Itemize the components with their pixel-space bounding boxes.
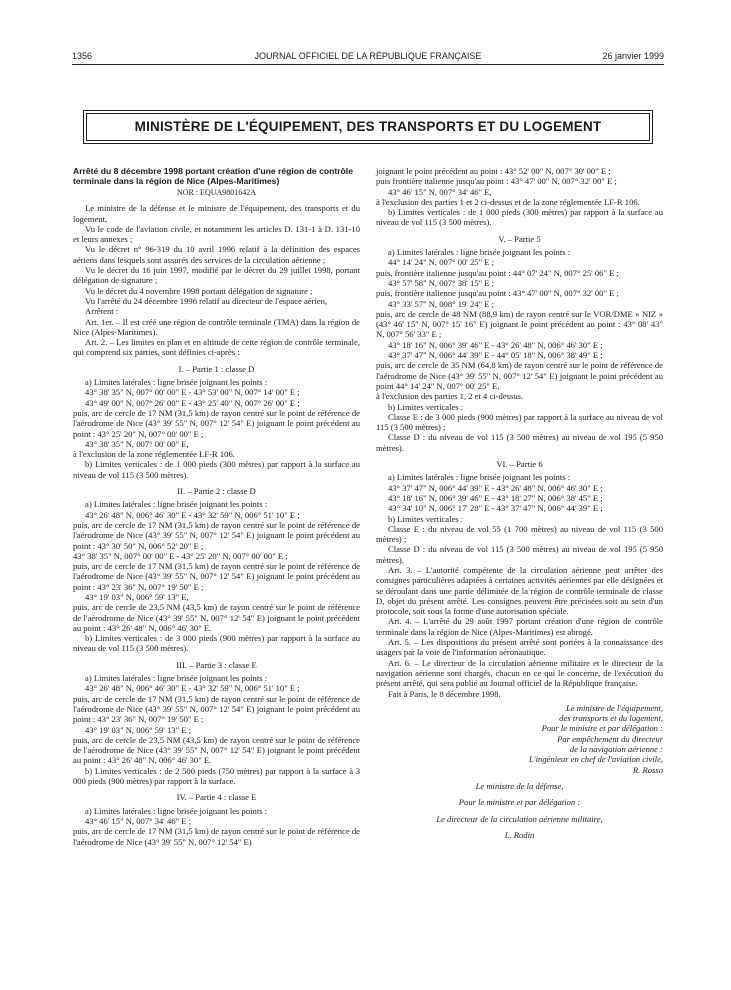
paragraph: Le ministre de la défense et le ministre de l'équipement, des transports et du logement, (73, 203, 360, 224)
header-rule (72, 64, 664, 65)
paragraph: 43° 34' 10" N, 006° 17' 28" E - 43° 37' 47" N, 006° 44' 39" E ; (388, 503, 603, 514)
paragraph: Art. 5. – Les dispositions du présent arrêté sont portées à la connaissance des usagers par la voie de l'information aéronautique. (376, 637, 663, 658)
paragraph: b) Limites verticales : de 3 000 pieds (900 mètres) par rapport à la surface au niveau de vol 115 (3 500 mètres). (73, 633, 360, 654)
paragraph: I. – Partie 1 : classe D (178, 363, 255, 374)
paragraph: Art. 3. – L'autorité compétente de la circulation aérienne peut arrêter des consignes particulières adaptées à certaines activités aériennes par elle désignées et se déroulant dans une partie délimitée de la région de contrôle terminale de classe D, objet du présent arrêté. Les consignes peuvent être précisées soit au sein d'un protocole, soit sous la forme d'une autorisation spéciale. (376, 564, 663, 617)
signature-line: Le ministre de la défense, (475, 780, 564, 791)
paragraph: Fait à Paris, le 8 décembre 1998. (388, 688, 501, 699)
paragraph: puis, frontière italienne jusqu'au point : 43° 47' 00" N, 007° 32' 00" E ; (376, 288, 619, 299)
paragraph: a) Limites latérales : ligne brisée joignant les points : (388, 472, 571, 483)
paragraph: joignant le point précédent au point : 43° 52' 00" N, 007° 30' 00" E ; (376, 166, 611, 176)
paragraph: 43° 49' 00" N, 007° 26' 00" E - 43° 25' 40" N, 007° 26' 00" E ; (85, 397, 300, 408)
paragraph: Vu le code de l'aviation civile, et notamment les articles D. 131-1 à D. 131-10 et leurs annexes ; (73, 223, 360, 245)
paragraph: a) Limites latérales : ligne brisée joignant les points : (388, 247, 571, 258)
signature-line: L'ingénieur en chef de l'aviation civile, (529, 754, 663, 765)
paragraph: puis, arc de cercle de 17 NM (31,5 km) de rayon centré sur le point de référence de l'aérodrome de Nice (43° 39' 55" N, 007° 12' 54" E) joignant le point précédent au point : 43° 23' 36" N, 007° 19' 50" E ; (73, 561, 360, 592)
paragraph: puis, frontière italienne jusqu'au point : 44° 07' 24" N, 007° 25' 06" E ; (376, 267, 619, 278)
paragraph: puis frontière italienne jusqu'au point : 43° 47' 00" N, 007° 32' 00" E ; (376, 176, 617, 187)
journal-title: JOURNAL OFFICIEL DE LA RÉPUBLIQUE FRANÇAISE (254, 51, 482, 61)
paragraph: 43° 33' 57" N, 008° 19' 24" E ; (388, 298, 495, 309)
paragraph: a) Limites latérales : ligne brisée joignant les points : (85, 377, 268, 388)
paragraph: Vu le décret n° 96-319 du 10 avril 1996 relatif à la définition des espaces aériens dans lesquels sont assurés des services de la circulation aérienne ; (73, 244, 360, 265)
paragraph: Classe D : du niveau de vol 115 (3 500 mètres) au niveau de vol 195 (5 950 mètres). (376, 432, 663, 453)
signature-line: des transports et du logement, (559, 713, 663, 724)
paragraph: Vu le décret du 4 novembre 1998 portant délégation de signature ; (85, 285, 313, 296)
paragraph: 43° 19' 03" N, 006° 59' 13" E, (85, 591, 189, 602)
paragraph: à l'exclusion des parties 1, 2 et 4 ci-dessus. (376, 391, 524, 402)
signature-line: Le ministre de l'équipement, (566, 702, 663, 713)
right-column (376, 166, 663, 843)
publication-date: 26 janvier 1999 (602, 51, 664, 61)
paragraph: 43° 38' 35" N, 007° 00' 00" E - 43° 53' 00" N, 007° 14' 00" E ; (85, 387, 300, 398)
paragraph: Art. 6. – Le directeur de la circulation aérienne militaire et le directeur de la navigation aérienne sont chargés, chacun en ce qui le concerne, de l'exécution du présent arrêté, qui sera publié au Journal officiel de la République française. (376, 657, 663, 689)
paragraph: NOR : EQUA9801642A (176, 188, 257, 197)
signature-block (376, 703, 663, 840)
paragraph: Classe E : du niveau de vol 55 (1 700 mètres) au niveau de vol 115 (3 500 mètres) ; (376, 523, 663, 545)
paragraph: Vu l'arrêté du 24 décembre 1996 relatif au directeur de l'espace aérien, (85, 295, 328, 306)
paragraph: 43° 18' 16" N, 006° 39' 46" E - 43° 26' 48" N, 006° 46' 30" E ; (388, 339, 603, 350)
paragraph: III. – Partie 3 : classe E (176, 659, 257, 670)
paragraph: Art. 2. – Les limites en plan et en altitude de cette région de contrôle terminale, qui comprend six parties, sont définies ci-après : (73, 337, 360, 358)
paragraph: 43° 37' 47" N, 006° 44' 39" E - 43° 26' 48" N, 006° 46' 30" E ; (388, 482, 603, 493)
page-header (72, 51, 664, 65)
paragraph: à l'exclusion des parties 1 et 2 ci-dessus et de la zone réglementée LF-R 106. (376, 196, 640, 207)
paragraph: a) Limites latérales : ligne brisée joignant les points : (85, 499, 268, 510)
signature-line: de la navigation aérienne : (569, 744, 663, 755)
paragraph: 43° 38' 35" N, 007° 00' 00" E - 43° 25' 20" N, 007° 00' 00" E ; (73, 550, 288, 561)
paragraph: b) Limites verticales : (388, 401, 464, 412)
ministry-banner: MINISTÈRE DE L'ÉQUIPEMENT, DES TRANSPORTS ET DU LOGEMENT (86, 113, 650, 141)
paragraph: 44° 14' 24" N, 007° 00' 25" E ; (388, 257, 495, 268)
paragraph: Arrêtent : (85, 306, 119, 317)
left-column (73, 166, 360, 847)
paragraph: 43° 46' 15" N, 007° 34' 46" E, (388, 186, 492, 197)
paragraph: Art. 1er. – Il est créé une région de contrôle terminale (TMA) dans la région de Nice (Alpes-Maritimes). (73, 316, 360, 337)
paragraph: à l'exclusion de la zone réglementée LF-R 106. (73, 449, 235, 460)
paragraph: 43° 26' 48" N, 006° 46' 30" E - 43° 32' 59" N, 006° 51' 10" E ; (85, 509, 300, 520)
paragraph: puis, arc de cercle de 35 NM (64,8 km) de rayon centré sur le point de référence de l'aérodrome de Nice (43° 39' 55" N, 007° 12' 54" E) joignant le point précédent au point 44° 14' 24" N, 007° 00' 25" E, (376, 360, 663, 391)
paragraph: II. – Partie 2 : classe D (177, 486, 256, 497)
paragraph: puis, arc de cercle de 17 NM (31,5 km) de rayon centré sur le point de référence de l'aérodrome de Nice (43° 39' 55" N, 007° 12' 54" E) joignant le point précédent au point : 43° 23' 36" N, 007° 19' 50" E ; (73, 693, 360, 725)
paragraph: a) Limites latérales : ligne brisée joignant les points : (85, 805, 268, 816)
paragraph: Arrêté du 8 décembre 1998 portant création d'une région de contrôle terminale dans la région de Nice (Alpes-Maritimes) (73, 166, 353, 186)
paragraph: puis, arc de cercle de 17 NM (31,5 km) de rayon centré sur le point de référence de l'aérodrome de Nice (43° 39' 55" N, 007° 12' 54" E) (73, 826, 360, 847)
signature-line: Le directeur de la circulation aérienne militaire, (436, 813, 603, 824)
paragraph: Classe E : de 3 000 pieds (900 mètres) par rapport à la surface au niveau de vol 115 (3 500 mètres) ; (376, 411, 663, 433)
paragraph: b) Limites verticales : de 1 000 pieds (300 mètres) par rapport à la surface au niveau de vol 115 (3 500 mètres). (73, 459, 360, 480)
paragraph: puis, arc de cercle de 17 NM (31,5 km) de rayon centré sur le point de référence de l'aérodrome de Nice (43° 39' 55" N, 007° 12' 54" E) joignant le point précédent au point : 43° 25' 20" N, 007° 00' 00" E ; (73, 407, 360, 439)
paragraph: 43° 26' 48" N, 006° 46' 30" E - 43° 32' 59" N, 006° 51' 10" E ; (85, 683, 300, 694)
paragraph: IV. – Partie 4 : classe E (176, 792, 257, 803)
paragraph: puis, arc de cercle de 23,5 NM (43,5 km) de rayon centré sur le point de référence de l'aérodrome de Nice (43° 39' 55" N, 007° 12' 54" E) joignant le point précédent au point : 43° 26' 48" N, 006° 46' 30" E. (73, 602, 360, 633)
paragraph: b) Limites verticales : (388, 513, 464, 524)
paragraph: 43° 37' 47" N, 006° 44' 39" E - 44° 05' 18" N, 006° 38' 49" E ; (388, 350, 603, 361)
signature-line: R. Rosso (632, 764, 663, 775)
paragraph: 43° 38' 35" N, 007° 00' 00" E, (85, 438, 189, 449)
page-number: 1356 (72, 51, 93, 61)
signature-line: Par empêchement du directeur (557, 733, 663, 744)
paragraph: 43° 46' 15" N, 007° 34' 46" E ; (85, 815, 192, 826)
paragraph: puis, arc de cercle de 48 NM (88,9 km) de rayon centré sur le VOR/DME « NIZ » (43° 46' 15" N, 007° 15' 16" E) joignant le point précédent au point : 43° 08' 43" N, 007° 56' 33" E ; (376, 308, 663, 340)
paragraph: 43° 57' 58" N, 007° 38' 15" E ; (388, 277, 495, 288)
paragraph: 43° 19' 03" N, 006° 59' 13" E ; (85, 724, 192, 735)
paragraph: a) Limites latérales : ligne brisée joignant les points : (85, 673, 268, 684)
paragraph: puis, arc de cercle de 17 NM (31,5 km) de rayon centré sur le point de référence de l'aérodrome de Nice (43° 39' 55" N, 007° 12' 54" E) joignant le point précédent au point : 43° 30' 50" N, 006° 52' 20" E ; (73, 519, 360, 551)
paragraph: VI. – Partie 6 (496, 459, 543, 470)
paragraph: puis, arc de cercle de 23,5 NM (43,5 km) de rayon centré sur le point de référence de l'aérodrome de Nice (43° 39' 55" N, 007° 12' 54" E) joignant le point précédent au point : 43° 26' 48" N, 006° 46' 30" E. (73, 734, 360, 766)
signature-line: Pour le ministre et par délégation : (541, 723, 663, 734)
paragraph: V. – Partie 5 (498, 233, 541, 244)
paragraph: 43° 18' 16" N, 006° 39' 46" E - 43° 18' 27" N, 006° 38' 45" E ; (388, 492, 603, 503)
paragraph: b) Limites verticales : de 1 000 pieds (300 mètres) par rapport à la surface au niveau de vol 115 (3 500 mètres). (376, 207, 663, 228)
paragraph: Classe D : du niveau de vol 115 (3 500 mètres) au niveau de vol 195 (5 950 mètres). (376, 544, 663, 565)
signature-line: L. Rodin (504, 829, 535, 840)
paragraph: b) Limites verticales : de 2 500 pieds (750 mètres) par rapport à la surface à 3 000 pieds (900 mètres) par rapport à la surface. (73, 765, 360, 787)
paragraph: Art. 4. – L'arrêté du 29 août 1997 portant création d'une région de contrôle terminale dans la région de Nice (Alpes-Maritimes) est abrogé. (376, 616, 663, 637)
signature-line: Pour le ministre et par délégation : (458, 797, 581, 808)
paragraph: Vu le décret du 16 juin 1997, modifié par le décret du 29 juillet 1998, portant délégation de signature ; (73, 265, 360, 286)
